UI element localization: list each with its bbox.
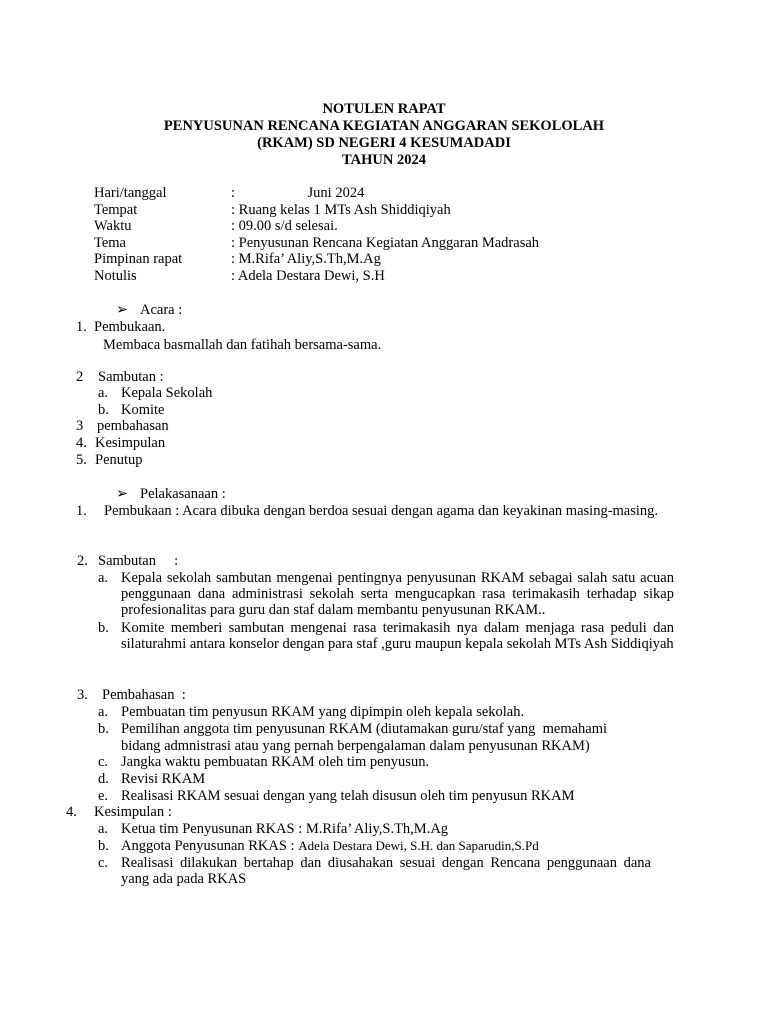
members-names: Adela Destara Dewi, S.H. dan Saparudin,S.Pd: [298, 838, 539, 853]
list-number: 4.: [66, 804, 77, 820]
info-label: Waktu: [94, 218, 132, 234]
info-label: Hari/tanggal: [94, 185, 167, 201]
list-letter: b.: [98, 838, 109, 854]
list-item: Pemilihan anggota tim penyusunan RKAM (diutamakan guru/staf yang memahami: [121, 721, 608, 737]
implementation-title: Pelakasanaan :: [140, 486, 226, 502]
list-item: Ketua tim Penyusunan RKAS : M.Rifa’ Aliy,S.Th,M.Ag: [121, 821, 449, 837]
list-item: Jangka waktu pembuatan RKAM oleh tim penyusun.: [121, 754, 430, 770]
list-number: 3: [76, 418, 84, 434]
list-item: Kepala Sekolah: [121, 385, 213, 401]
list-item: Komite: [121, 402, 165, 418]
list-number: 5.: [76, 452, 87, 468]
list-letter: d.: [98, 771, 109, 787]
list-number: 2.: [77, 553, 88, 569]
list-item: Membaca basmallah dan fatihah bersama-sama.: [103, 337, 382, 353]
list-number: 2: [76, 369, 84, 385]
info-value: : Penyusunan Rencana Kegiatan Anggaran Madrasah: [231, 235, 540, 251]
arrow-bullet-icon: ➢: [116, 486, 129, 502]
doc-year: TAHUN 2024: [342, 152, 426, 168]
arrow-bullet-icon: ➢: [116, 302, 129, 318]
list-letter: a.: [98, 704, 109, 720]
paragraph-opening: Pembukaan : Acara dibuka dengan berdoa sesuai dengan agama dan keyakinan masing-masing.: [104, 503, 659, 519]
list-letter: c.: [98, 754, 109, 770]
info-label: Tema: [94, 235, 126, 251]
list-letter: a.: [98, 570, 109, 586]
doc-subtitle: PENYUSUNAN RENCANA KEGIATAN ANGGARAN SEKOLOLAH: [163, 118, 605, 134]
implementation-heading: [116, 486, 226, 502]
paragraph-committee-speech: Komite memberi sambutan mengenai rasa terimakasih nya dalam menjaga rasa peduli dan silaturahmi antara konselor dengan para staf ,guru maupun kepala sekolah MTs Ash Siddiqiyah: [121, 620, 674, 652]
agenda-title: Acara :: [140, 302, 183, 318]
info-value: : Adela Destara Dewi, S.H: [231, 268, 385, 284]
info-label: Pimpinan rapat: [94, 251, 183, 267]
list-letter: a.: [98, 385, 109, 401]
list-item: Penutup: [95, 452, 143, 468]
sub-heading: Kesimpulan :: [94, 804, 172, 820]
list-item: Sambutan :: [98, 369, 164, 385]
info-value: : 09.00 s/d selesai.: [231, 218, 338, 234]
list-number: 3.: [77, 687, 88, 703]
info-value: : Juni 2024: [231, 185, 365, 201]
list-item: Realisasi dilakukan bertahap dan diusahakan sesuai dengan Rencana penggunaan dana yang ada pada RKAS: [121, 855, 651, 887]
doc-subtitle-school: (RKAM) SD NEGERI 4 KESUMADADI: [257, 135, 511, 151]
list-number: 1.: [76, 319, 87, 335]
paragraph-principal-speech: Kepala sekolah sambutan mengenai pentingnya penyusunan RKAM sebagai salah satu acuan penggunaan dana administrasi sekolah serta mengucapkan rasa terimakasih terhadap sikap profesionalitas para guru dan staf dalam membantu penyusunan RKAM..: [121, 570, 674, 618]
members-lead: Anggota Penyusunan RKAS :: [121, 838, 299, 854]
doc-title: NOTULEN RAPAT: [322, 101, 446, 117]
list-letter: e.: [98, 788, 109, 804]
list-item: pembahasan: [97, 418, 169, 434]
list-item: Realisasi RKAM sesuai dengan yang telah disusun oleh tim penyusun RKAM: [121, 788, 575, 804]
list-item: [121, 838, 539, 854]
list-item: Revisi RKAM: [121, 771, 206, 787]
list-letter: a.: [98, 821, 109, 837]
list-letter: b.: [98, 721, 109, 737]
list-item-continuation: bidang admnistrasi atau yang pernah berpengalaman dalam penyusunan RKAM): [121, 738, 590, 754]
info-label: Notulis: [94, 268, 137, 284]
agenda-heading: [116, 302, 182, 318]
list-item: Kesimpulan: [95, 435, 166, 451]
info-label: Tempat: [94, 202, 138, 218]
list-number: 4.: [76, 435, 87, 451]
list-letter: b.: [98, 402, 109, 418]
list-item: Pembuatan tim penyusun RKAM yang dipimpin oleh kepala sekolah.: [121, 704, 525, 720]
list-item: Pembukaan.: [94, 319, 166, 335]
info-value: : Ruang kelas 1 MTs Ash Shiddiqiyah: [231, 202, 451, 218]
sub-heading: Pembahasan :: [102, 687, 186, 703]
info-value: : M.Rifa’ Aliy,S.Th,M.Ag: [231, 251, 381, 267]
list-letter: b.: [98, 620, 109, 636]
sub-heading: Sambutan :: [98, 553, 179, 569]
list-number: 1.: [76, 503, 87, 519]
list-letter: c.: [98, 855, 109, 871]
